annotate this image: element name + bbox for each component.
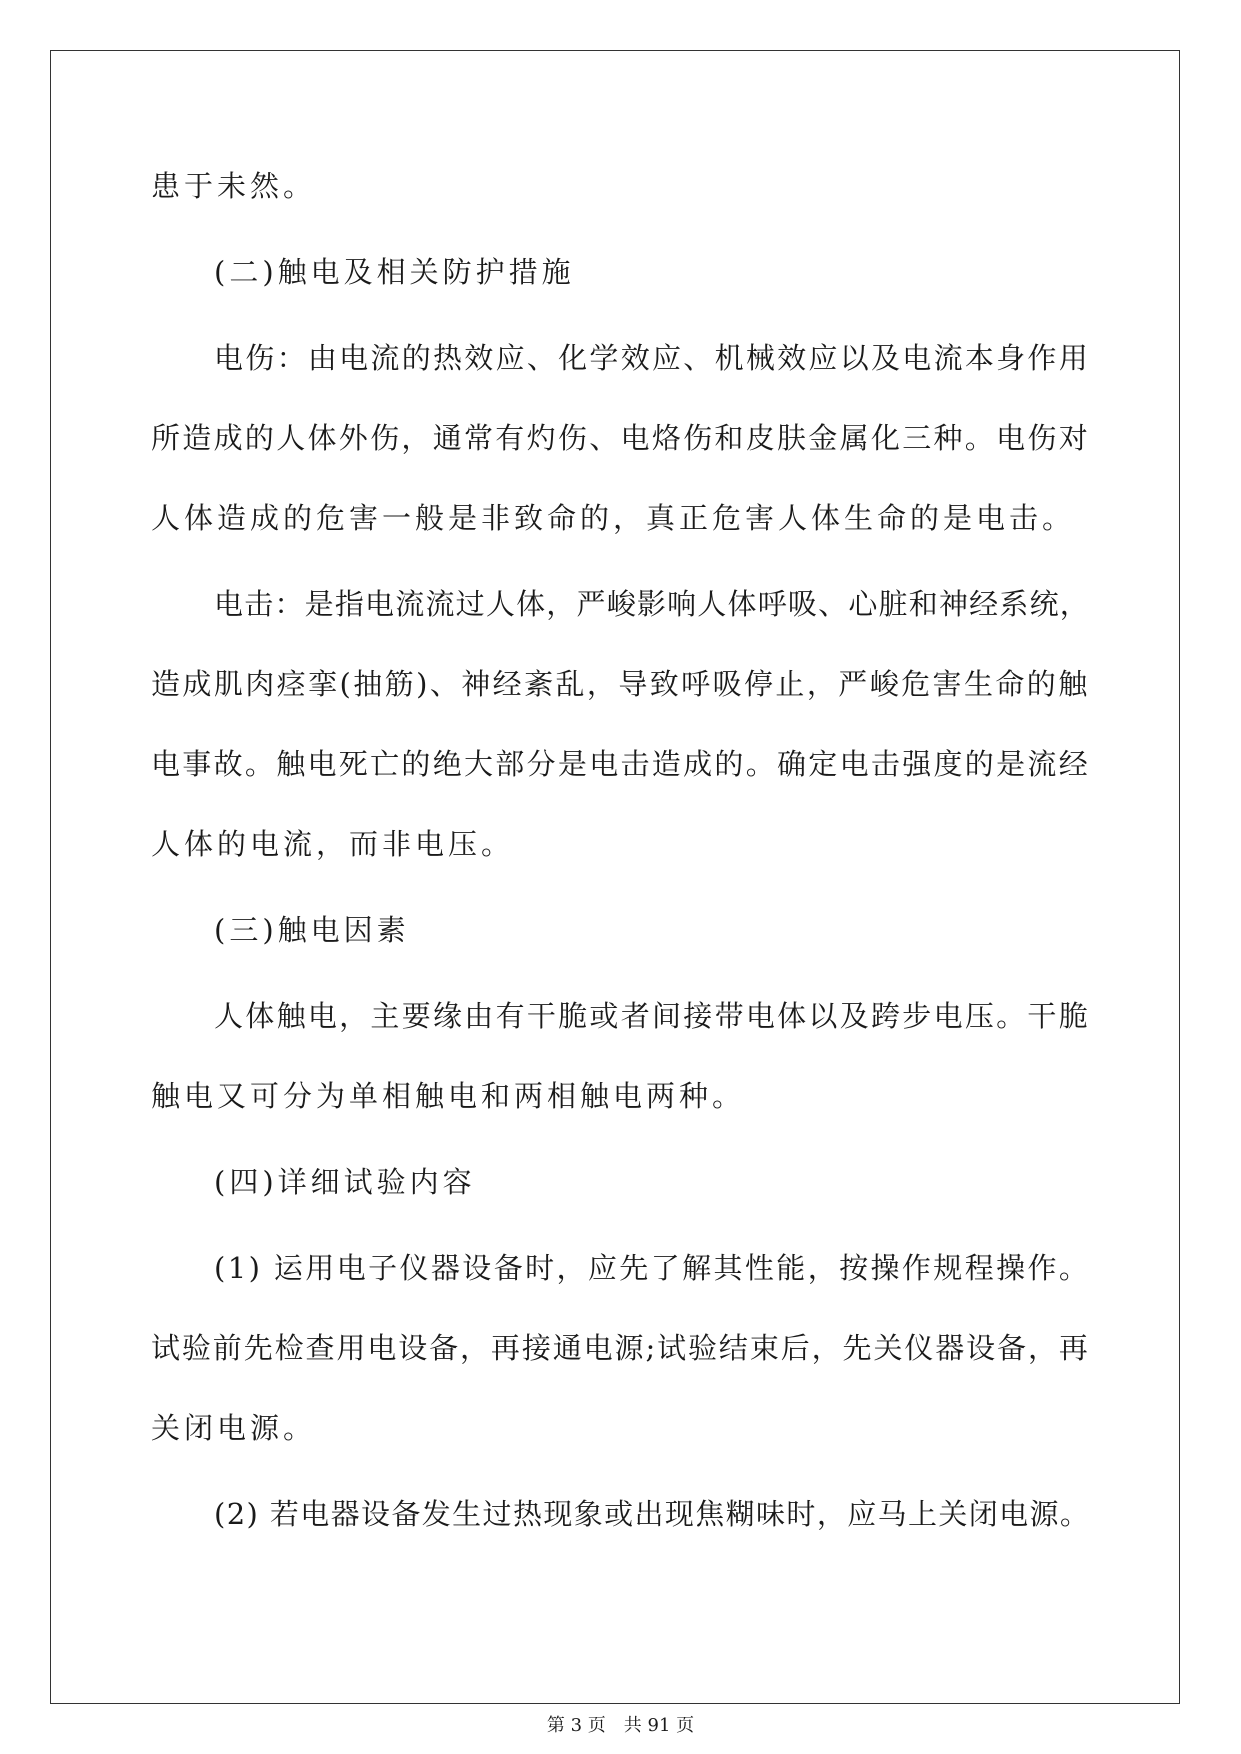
paragraph-line: 电事故。触电死亡的绝大部分是电击造成的。确定电击强度的是流经 — [151, 747, 1091, 781]
paragraph-first-line: (2) 若电器设备发生过热现象或出现焦糊味时，应马上关闭电源。 — [214, 1497, 1091, 1531]
paragraph-line: 触电又可分为单相触电和两相触电两种。 — [151, 1079, 746, 1113]
paragraph-first-line: (四)详细试验内容 — [214, 1165, 476, 1199]
paragraph-line: 造成肌肉痉挛(抽筋)、神经紊乱，导致呼吸停止，严峻危害生命的触 — [151, 667, 1090, 701]
paragraph-first-line: (二)触电及相关防护措施 — [214, 255, 575, 289]
page-total: 共 91 页 — [623, 1715, 695, 1736]
paragraph-line: 关闭电源。 — [151, 1411, 317, 1445]
paragraph-first-line: (1) 运用电子仪器设备时，应先了解其性能，按操作规程操作。 — [214, 1251, 1091, 1285]
paragraph-first-line: 人体触电，主要缘由有干脆或者间接带电体以及跨步电压。干脆 — [214, 999, 1091, 1033]
paragraph-first-line: 电击：是指电流流过人体，严峻影响人体呼吸、心脏和神经系统， — [214, 587, 1091, 621]
paragraph-first-line: 电伤：由电流的热效应、化学效应、机械效应以及电流本身作用 — [214, 341, 1091, 375]
paragraph-line: 所造成的人体外伤，通常有灼伤、电烙伤和皮肤金属化三种。电伤对 — [151, 421, 1091, 455]
paragraph-line: 人体的电流，而非电压。 — [151, 827, 515, 861]
paragraph-line: 人体造成的危害一般是非致命的，真正危害人体生命的是电击。 — [151, 501, 1076, 535]
paragraph-first-line: (三)触电因素 — [214, 913, 410, 947]
page-footer — [0, 1715, 1241, 1737]
paragraph-line: 患于未然。 — [151, 169, 317, 203]
page-number: 第 3 页 — [546, 1715, 606, 1736]
page-border — [50, 50, 1180, 1704]
paragraph-line: 试验前先检查用电设备，再接通电源;试验结束后，先关仪器设备，再 — [151, 1331, 1090, 1365]
